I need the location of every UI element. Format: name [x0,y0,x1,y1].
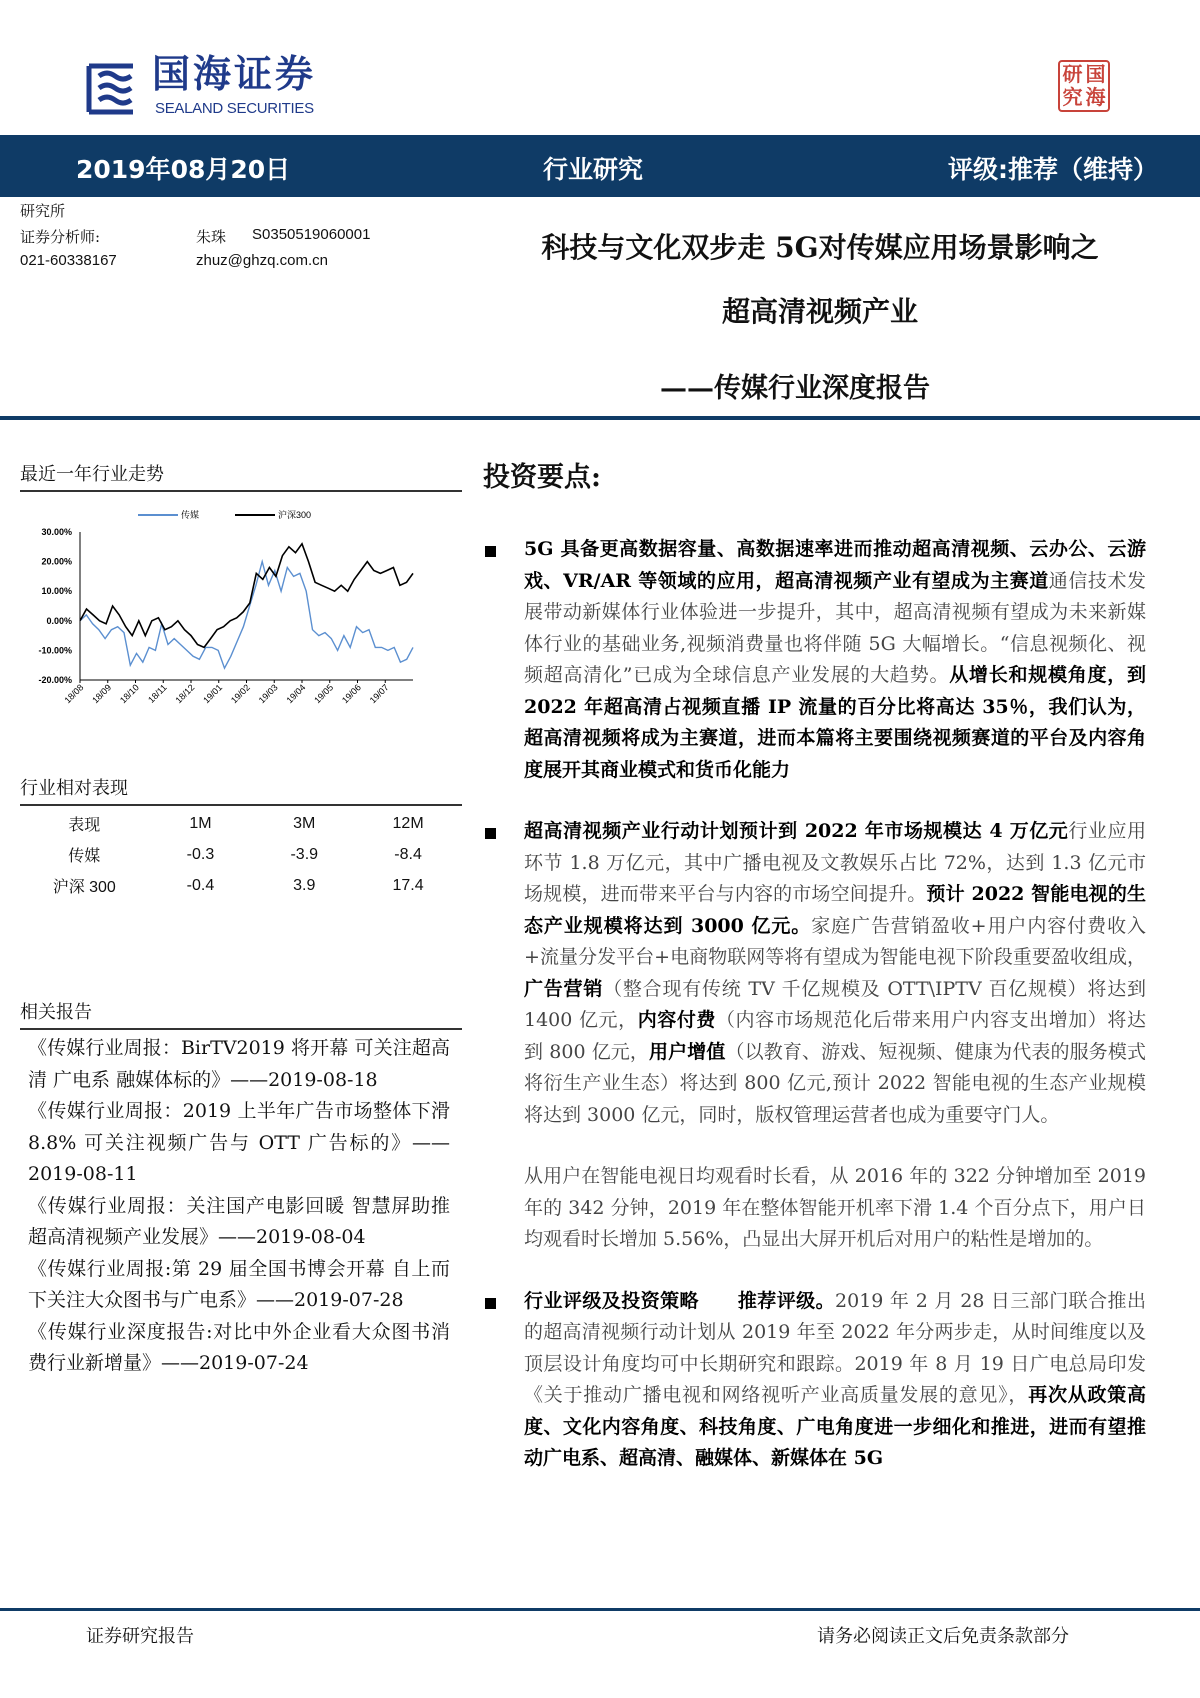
cell: 沪深 300 [52,879,116,896]
header-band [0,135,1200,197]
table-row [20,870,460,901]
series-line-media [80,562,413,669]
col-header: 3M [293,814,316,832]
table-header-row [20,808,460,839]
y-tick-label: 20.00% [41,556,72,567]
key-point [485,534,1146,786]
table-row [20,839,460,870]
y-tick-label: -20.00% [38,675,72,685]
report-subtitle: ——传媒行业深度报告 [660,373,930,404]
key-point-paragraph [524,1161,1146,1256]
report-title-line1: 科技与文化双步走 5G对传媒应用场景影响之 [541,231,1099,264]
analyst-cert: S0350519060001 [252,226,371,243]
body-text: （以教育、游戏、短视频、健康为代表的服务模式将衍生产业生态）将达到 800 亿元,预计 2022 智能电视的生态产业规模将达到 3000 亿元，同时，版权管理运营者也成为重要守门人。 [524,1040,1146,1126]
performance-table [20,808,460,901]
related-report-link[interactable]: 《传媒行业周报：2019 上半年广告市场整体下滑 8.8% 可关注视频广告与 OTT 广告标的》——2019-08-11 [28,1100,450,1185]
x-tick-label: 19/02 [228,682,252,706]
key-point [485,1161,1146,1256]
bullet-icon [485,828,496,839]
analyst-email[interactable]: zhuz@ghzq.com.cn [196,252,328,269]
key-point [485,816,1146,1131]
x-tick-label: 19/05 [312,682,336,706]
body-text: 2019 年 2 月 28 日三部门联合推出的超高清视频行动计划从 2019 年至 2022 年分两步走，从时间维度以及顶层设计角度均可中长期研究和跟踪。2019 年 8 月 19 日广电总局印发《关于推动广播电视和网络视听产业高质量发展的意见》， [524,1289,1146,1406]
cell: 17.4 [392,876,424,894]
x-tick-label: 18/10 [117,682,141,706]
y-tick-label: 10.00% [41,586,72,597]
body-text: 家庭广告营销盈收+用户内容付费收入+流量分发平台+电商物联网等将有望成为智能电视下阶段重要盈收组成， [524,914,1146,968]
body-text: 行业应用环节 1.8 万亿元，其中广播电视及文教娱乐占比 72%，达到 1.3 亿元市场规模，进而带来平台与内容的市场空间提升。 [524,820,1146,905]
performance-heading: 行业相对表现 [20,774,462,806]
x-tick-label: 18/09 [90,682,114,706]
y-tick-label: -10.00% [38,645,72,656]
report-title-line2: 超高清视频产业 [721,295,918,328]
col-header: 12M [392,814,424,832]
legend-label: 传媒 [181,510,200,520]
cell: 3.9 [293,876,316,894]
key-point [485,1286,1146,1475]
cell: -0.4 [186,876,215,894]
legend-label: 沪深300 [278,510,312,520]
y-tick-label: 30.00% [41,527,72,537]
bold-text: 超高清视频产业行动计划预计到 2022 年市场规模达 4 万亿元 [524,820,1069,842]
related-list [28,1033,450,1380]
x-tick-label: 19/01 [201,682,225,706]
col-header: 1M [189,814,212,832]
logo-en: SEALAND SECURITIES [155,100,314,117]
key-point-paragraph [524,1286,1146,1475]
divider [0,416,1200,420]
related-report-link[interactable]: 《传媒行业周报：关注国产电影回暖 智慧屏助推超高清视频产业发展》——2019-08-04 [28,1194,450,1248]
bold-text: 5G 具备更高数据容量、高数据速率进而推动超高清视频、云办公、云游戏、VR/AR 等领域的应用，超高清视频产业有望成为主赛道 [524,538,1146,592]
trend-heading: 最近一年行业走势 [20,460,462,492]
x-tick-label: 19/04 [284,682,308,706]
analyst-phone: 021-60338167 [20,252,117,269]
cell: -0.3 [186,845,215,863]
bold-text: 预计 2022 智能电视的生态产业规模将达到 3000 亿元。 [524,883,1146,937]
bold-text: 从增长和规模角度，到 2022 年超高清占视频直播 IP 流量的百分比将高达 35％，我们认为，超高清视频将成为主赛道，进而本篇将主要围绕视频赛道的平台及内容角度展开其商业模式和货币化能力 [524,664,1146,781]
related-report-link[interactable]: 《传媒行业周报:第 29 届全国书博会开幕 自上而下关注大众图书与广电系》——2019-07-28 [28,1257,450,1311]
bold-text: 行业评级及投资策略 推荐评级。 [524,1289,836,1312]
footer-left: 证券研究报告 [86,1626,194,1647]
body-text: 通信技术发展带动新媒体行业体验进一步提升，其中，超高清视频有望成为未来新媒体行业的基础业务,视频消费量也将伴随 5G 大幅增长。“信息视频化、视频超高清化”已成为全球信息产业发展的大趋势。 [524,569,1146,686]
dept: 研究所 [20,202,66,220]
cell: 传媒 [68,848,101,865]
bold-text: 再次从政策高度、文化内容角度、科技角度、广电角度进一步细化和推进，进而有望推动广电系、超高清、融媒体、新媒体在 5G [524,1384,1146,1469]
related-report-link[interactable]: 《传媒行业深度报告:对比中外企业看大众图书消费行业新增量》——2019-07-24 [28,1320,450,1374]
x-tick-label: 19/06 [339,682,363,706]
y-tick-label: 0.00% [46,615,72,626]
x-tick-label: 18/08 [62,682,86,706]
x-tick-label: 18/11 [146,682,169,705]
footer-divider [0,1608,1200,1611]
logo-cn: 国海证券 [152,52,317,96]
body-text: 从用户在智能电视日均观看时长看，从 2016 年的 322 分钟增加至 2019 年的 342 分钟，2019 年在整体智能开机率下滑 1.4 个百分点下，用户日均观看时长增加 5.56%，凸显出大屏开机后对用户的粘性是增加的。 [524,1165,1146,1250]
bold-text: 用户增值 [649,1040,726,1063]
analyst-name: 朱珠 [196,228,227,246]
x-tick-label: 19/03 [256,682,280,706]
main-heading: 投资要点: [483,462,601,493]
x-tick-label: 19/07 [367,682,391,706]
sealand-logo-icon [85,62,137,116]
bullet-icon [485,1298,496,1309]
related-report-link[interactable]: 《传媒行业周报：BirTV2019 将开幕 可关注超高清 广电系 融媒体标的》——2019-08-18 [28,1037,450,1091]
key-points [485,534,1146,1475]
bullet-icon [485,546,496,557]
key-point-paragraph [524,534,1146,786]
related-heading: 相关报告 [20,998,462,1030]
report-category: 行业研究 [543,155,644,184]
cell: -8.4 [394,845,422,863]
col-header: 表现 [68,817,101,834]
key-point-paragraph [524,816,1146,1131]
seal-stamp: 研 国 究 海 [1058,60,1110,112]
report-date: 2019年08月20日 [76,155,291,184]
bold-text: 内容付费 [637,1009,716,1031]
body-text: （内容市场规范化后带来用户内容支出增加）将达到 800 亿元， [524,1009,1146,1063]
analyst-label: 证券分析师: [20,228,101,246]
body-text: （整合现有传统 TV 千亿规模及 OTT\IPTV 百亿规模）将达到 1400 亿元， [524,977,1146,1031]
x-tick-label: 18/12 [173,682,197,706]
rating: 评级:推荐（维持） [948,155,1158,184]
footer-right: 请务必阅读正文后免责条款部分 [817,1626,1069,1647]
trend-chart [0,500,470,720]
bold-text: 广告营销 [524,977,604,1000]
cell: -3.9 [290,845,319,863]
